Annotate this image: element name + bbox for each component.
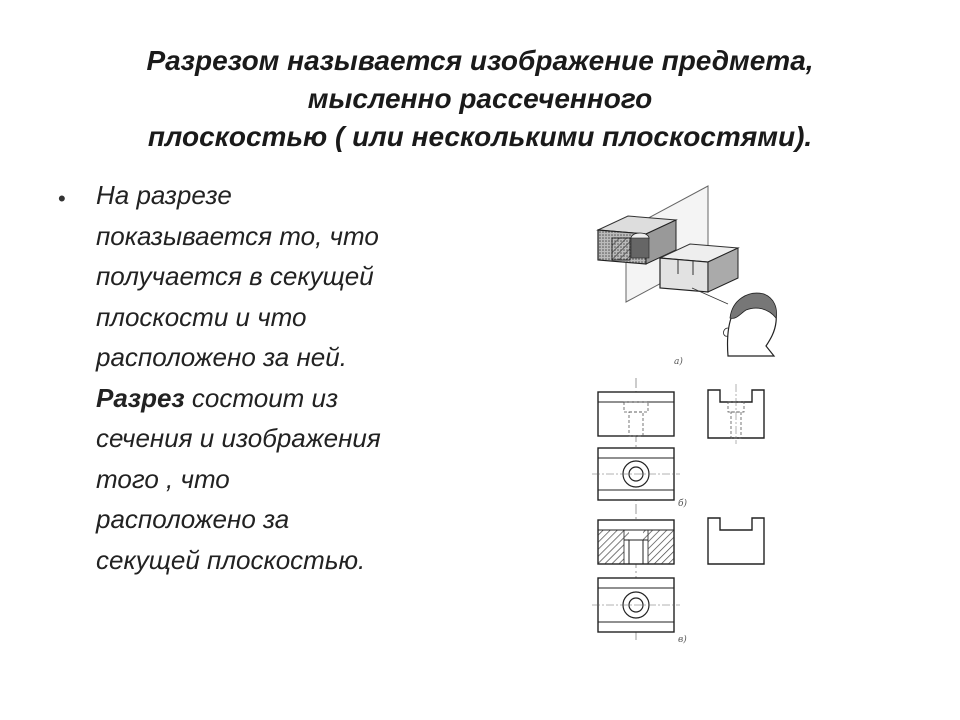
label-c: в) — [678, 635, 687, 645]
bullet-item — [58, 175, 468, 580]
bullet-line-5: расположено за ней. — [96, 342, 347, 372]
term-rest: состоит из — [184, 382, 339, 413]
bullet-line-10: секущей плоскостью. — [96, 544, 366, 575]
title-line-3: плоскостью ( или несколькими плоскостями). — [147, 121, 813, 152]
section-drawing-figure — [578, 180, 788, 650]
bullet-list — [58, 175, 468, 580]
front-view-section-c — [598, 520, 674, 564]
slide-title — [40, 42, 920, 156]
bold-term: Разрез — [96, 382, 185, 413]
bullet-line-3: получается в секущей — [96, 261, 374, 291]
label-a: а) — [674, 357, 683, 367]
bullet-line-8: того , что — [96, 463, 230, 494]
side-view-c — [708, 518, 764, 564]
bullet-line-6 — [96, 378, 468, 419]
bullet-marker: • — [58, 186, 66, 211]
top-view-b — [592, 448, 680, 500]
bullet-line-1: На разрезе — [96, 180, 232, 210]
bullet-line-7: сечения и изображения — [96, 423, 381, 453]
section-drawing-svg — [578, 180, 788, 650]
bullet-line-9: расположено за — [96, 504, 290, 534]
top-view-c — [592, 578, 680, 632]
label-b: б) — [678, 499, 688, 509]
viewer-head-icon — [724, 293, 777, 356]
isometric-view — [598, 186, 777, 367]
bullet-line-2: показывается то, что — [96, 220, 379, 251]
bullet-line-4: плоскости и что — [96, 301, 307, 332]
front-view-b — [598, 392, 674, 436]
title-line-2: мысленно рассеченного — [307, 83, 653, 114]
title-line-1: Разрезом называется изображение предмета, — [146, 45, 814, 76]
side-view-b — [708, 384, 764, 444]
